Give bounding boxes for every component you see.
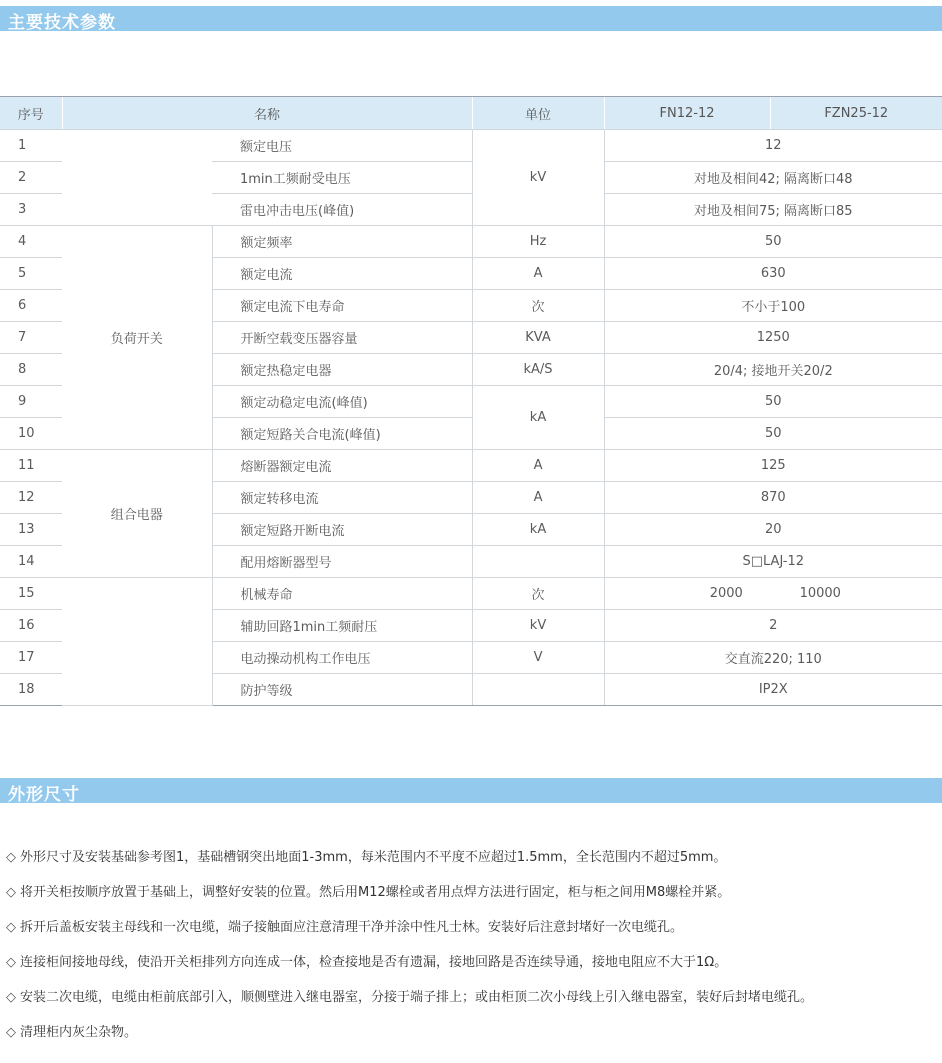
header-fn12: FN12-12 <box>604 97 770 130</box>
row-no: 15 <box>0 578 62 610</box>
section-title: 主要技术参数 <box>8 13 116 33</box>
section-header-tech-params <box>0 6 942 31</box>
row-value: IP2X <box>604 674 942 706</box>
row-name: 雷电冲击电压(峰值) <box>212 194 472 226</box>
diamond-bullet-icon: ◇ <box>6 850 16 865</box>
note-text: 清理柜内灰尘杂物。 <box>20 1025 138 1040</box>
row-value: 12 <box>604 130 942 162</box>
row-name: 辅助回路1min工频耐压 <box>212 610 472 642</box>
row-value: 不小于100 <box>604 290 942 322</box>
list-item <box>6 848 942 883</box>
row-value: 2 <box>604 610 942 642</box>
tech-params-table <box>0 96 942 706</box>
row-value: 630 <box>604 258 942 290</box>
row-no: 14 <box>0 546 62 578</box>
row-value: 对地及相间42; 隔离断口48 <box>604 162 942 194</box>
note-text: 拆开后盖板安装主母线和一次电缆，端子接触面应注意清理干净并涂中性凡士林。安装好后注意封堵好一次电缆孔。 <box>20 920 684 935</box>
row-name: 电动操动机构工作电压 <box>212 642 472 674</box>
row-name: 额定电流 <box>212 258 472 290</box>
row-no: 8 <box>0 354 62 386</box>
row-value: 对地及相间75; 隔离断口85 <box>604 194 942 226</box>
row-name: 配用熔断器型号 <box>212 546 472 578</box>
table-row <box>0 450 942 482</box>
row-value: 50 <box>604 418 942 450</box>
list-item <box>6 988 942 1023</box>
row-name: 开断空载变压器容量 <box>212 322 472 354</box>
row-value: 870 <box>604 482 942 514</box>
row-value: 50 <box>604 226 942 258</box>
group-empty <box>62 130 212 226</box>
row-no: 16 <box>0 610 62 642</box>
row-name: 额定转移电流 <box>212 482 472 514</box>
row-unit <box>472 546 604 578</box>
header-name: 名称 <box>62 97 472 130</box>
install-notes-list <box>6 848 942 1058</box>
row-value: 50 <box>604 386 942 418</box>
row-no: 7 <box>0 322 62 354</box>
value-fzn25: 10000 <box>799 586 841 601</box>
note-text: 外形尺寸及安装基础参考图1，基础槽钢突出地面1-3mm，每米范围内不平度不应超过1.5mm，全长范围内不超过5mm。 <box>20 850 727 865</box>
row-unit: 次 <box>472 290 604 322</box>
row-no: 18 <box>0 674 62 706</box>
row-unit <box>472 674 604 706</box>
row-no: 1 <box>0 130 62 162</box>
section-title: 外形尺寸 <box>8 785 80 805</box>
row-value: 1250 <box>604 322 942 354</box>
header-unit: 单位 <box>472 97 604 130</box>
table-row <box>0 226 942 258</box>
row-no: 11 <box>0 450 62 482</box>
value-fn12: 2000 <box>709 586 743 601</box>
row-value: 125 <box>604 450 942 482</box>
group-empty <box>62 578 212 706</box>
table-row <box>0 130 942 162</box>
row-no: 13 <box>0 514 62 546</box>
row-value: 交直流220; 110 <box>604 642 942 674</box>
row-name: 额定动稳定电流(峰值) <box>212 386 472 418</box>
row-unit: A <box>472 450 604 482</box>
row-unit: V <box>472 642 604 674</box>
row-value <box>604 578 942 610</box>
row-unit: A <box>472 258 604 290</box>
section-header-dimensions <box>0 778 942 803</box>
row-name: 防护等级 <box>212 674 472 706</box>
diamond-bullet-icon: ◇ <box>6 920 16 935</box>
note-text: 连接柜间接地母线，使沿开关柜排列方向连成一体，检查接地是否有遗漏，接地回路是否连续导通，接地电阻应不大于1Ω。 <box>20 955 728 970</box>
row-unit: kV <box>472 130 604 226</box>
row-no: 2 <box>0 162 62 194</box>
row-name: 熔断器额定电流 <box>212 450 472 482</box>
row-value: S□LAJ-12 <box>604 546 942 578</box>
row-unit: KVA <box>472 322 604 354</box>
diamond-bullet-icon: ◇ <box>6 1025 16 1040</box>
row-no: 9 <box>0 386 62 418</box>
row-name: 额定频率 <box>212 226 472 258</box>
row-unit: kA/S <box>472 354 604 386</box>
row-no: 5 <box>0 258 62 290</box>
table-row <box>0 578 942 610</box>
row-no: 10 <box>0 418 62 450</box>
row-name: 额定电压 <box>212 130 472 162</box>
header-no: 序号 <box>0 97 62 130</box>
row-no: 6 <box>0 290 62 322</box>
row-no: 4 <box>0 226 62 258</box>
row-unit: kA <box>472 386 604 450</box>
list-item <box>6 953 942 988</box>
table-header-row <box>0 97 942 130</box>
diamond-bullet-icon: ◇ <box>6 955 16 970</box>
header-fzn25: FZN25-12 <box>770 97 942 130</box>
row-value: 20 <box>604 514 942 546</box>
row-unit: A <box>472 482 604 514</box>
row-name: 1min工频耐受电压 <box>212 162 472 194</box>
note-text: 将开关柜按顺序放置于基础上，调整好安装的位置。然后用M12螺栓或者用点焊方法进行固定，柜与柜之间用M8螺栓并紧。 <box>20 885 731 900</box>
list-item <box>6 883 942 918</box>
row-name: 额定短路关合电流(峰值) <box>212 418 472 450</box>
row-unit: kV <box>472 610 604 642</box>
row-no: 3 <box>0 194 62 226</box>
row-unit: 次 <box>472 578 604 610</box>
row-name: 额定短路开断电流 <box>212 514 472 546</box>
row-name: 额定热稳定电器 <box>212 354 472 386</box>
group-load-switch: 负荷开关 <box>62 226 212 450</box>
list-item <box>6 1023 942 1058</box>
diamond-bullet-icon: ◇ <box>6 990 16 1005</box>
row-unit: kA <box>472 514 604 546</box>
row-no: 12 <box>0 482 62 514</box>
list-item <box>6 918 942 953</box>
row-name: 机械寿命 <box>212 578 472 610</box>
row-name: 额定电流下电寿命 <box>212 290 472 322</box>
note-text: 安装二次电缆，电缆由柜前底部引入，顺侧壁进入继电器室，分接于端子排上；或由柜顶二次小母线上引入继电器室，装好后封堵电缆孔。 <box>20 990 814 1005</box>
row-value: 20/4; 接地开关20/2 <box>604 354 942 386</box>
row-unit: Hz <box>472 226 604 258</box>
group-combo: 组合电器 <box>62 450 212 578</box>
row-no: 17 <box>0 642 62 674</box>
diamond-bullet-icon: ◇ <box>6 885 16 900</box>
